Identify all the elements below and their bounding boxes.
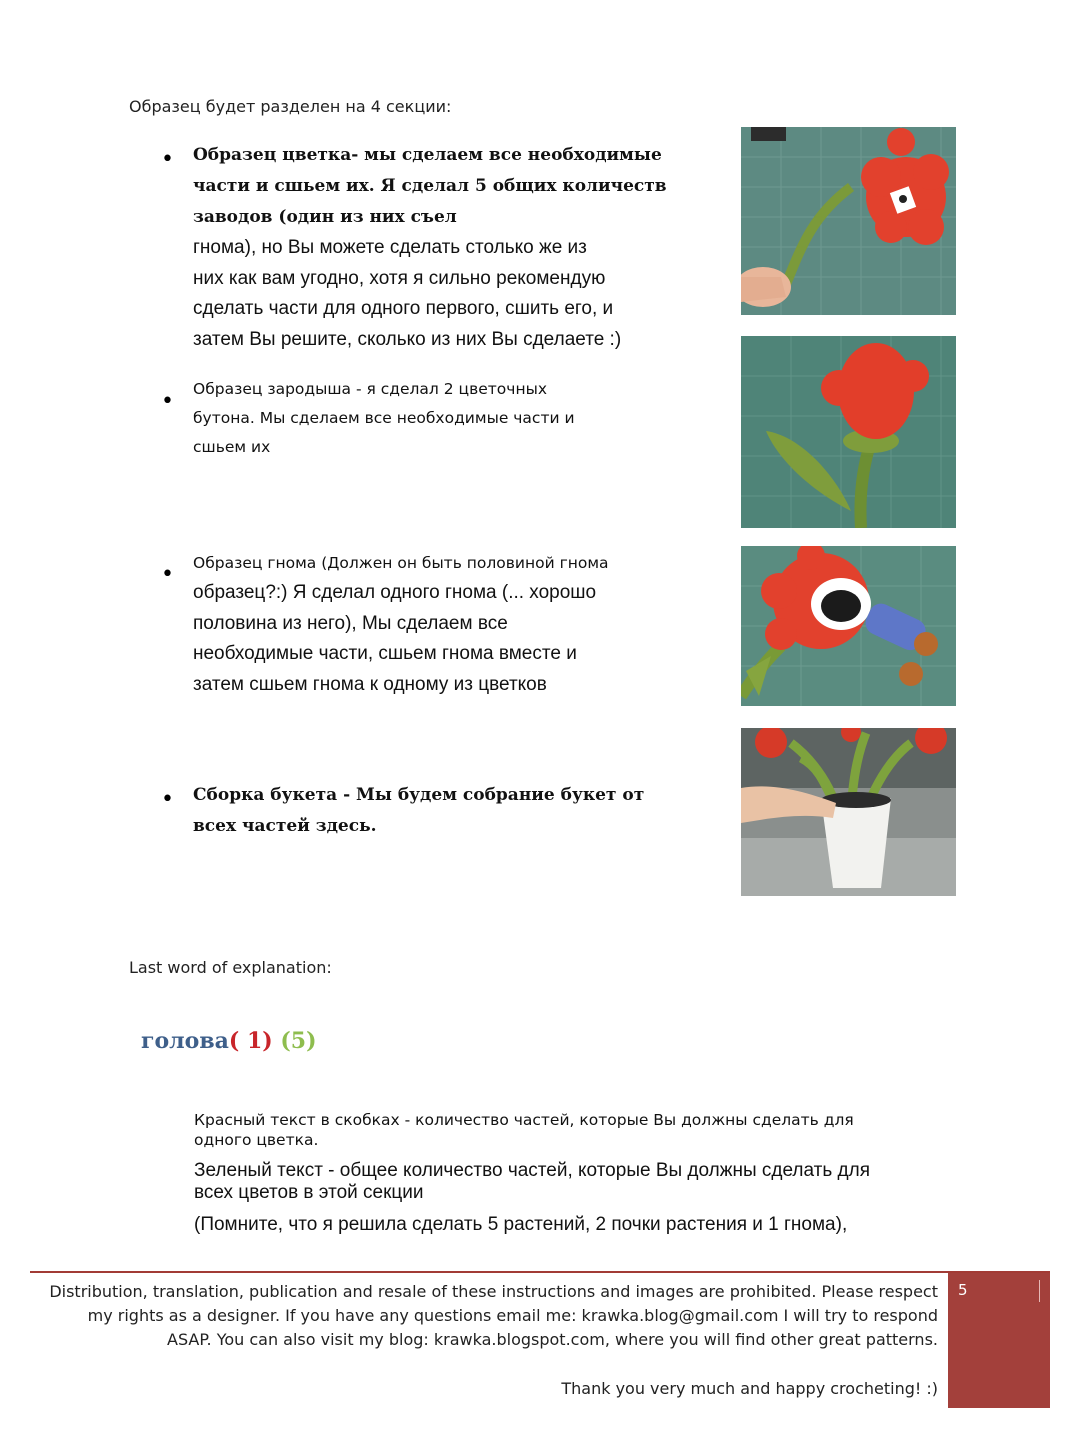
section-flower xyxy=(193,140,667,355)
bullet-4: • xyxy=(161,787,174,812)
legend-word: голова xyxy=(141,1028,229,1054)
page-number-divider xyxy=(1039,1280,1040,1302)
legend-red-count: ( 1) xyxy=(228,1028,273,1054)
bullet-3: • xyxy=(161,562,174,587)
section-bouquet xyxy=(193,780,663,842)
footer-divider xyxy=(30,1271,1050,1273)
intro-text: Образец будет разделен на 4 секции: xyxy=(129,97,452,116)
page-number: 5 xyxy=(958,1281,968,1299)
bullet-2: • xyxy=(161,389,174,414)
section-gnome xyxy=(193,548,663,700)
bouquet-text-line: Сборка букета - Мы будем собрание букет от xyxy=(193,785,645,805)
section-bud xyxy=(193,375,663,462)
explanation-red-line: одного цветка. xyxy=(194,1131,319,1149)
gnome-first-line: Образец гнома (Должен он быть половиной гнома xyxy=(193,554,609,572)
explanation-red-line: Красный текст в скобках - количество частей, которые Вы должны сделать для xyxy=(194,1111,854,1129)
gnome-text-line: затем сшьем гнома к одному из цветков xyxy=(193,673,547,695)
gnome-eating-flower-photo xyxy=(741,546,956,706)
bud-text-line: Образец зародыша - я сделал 2 цветочных xyxy=(193,380,547,398)
legend-example xyxy=(141,1028,317,1054)
flower-text-line: них как вам угодно, хотя я сильно рекомендую xyxy=(193,267,606,289)
flower-bud-photo xyxy=(741,336,956,528)
footer-line: Distribution, translation, publication and resale of these instructions and images are prohibited. Please respect xyxy=(49,1282,938,1301)
gnome-text-line: половина из него), Мы сделаем все xyxy=(193,612,508,634)
flower-bold-line: части и сшьем их. Я сделал 5 общих количеств xyxy=(193,176,667,196)
bud-text-line: сшьем их xyxy=(193,438,271,456)
explanation-green xyxy=(194,1160,954,1204)
flower-bold-line: Образец цветка- мы сделаем все необходимые xyxy=(193,145,662,165)
flower-text-line: затем Вы решите, сколько из них Вы сделаете :) xyxy=(193,328,622,350)
last-word-heading: Last word of explanation: xyxy=(129,958,332,977)
explanation-green-line: Зеленый текст - общее количество частей, которые Вы должны сделать для xyxy=(194,1160,870,1181)
footer-line: ASAP. You can also visit my blog: krawka.blogspot.com, where you will find other great patterns. xyxy=(167,1330,938,1349)
flower-bold-line: заводов (один из них съел xyxy=(193,207,457,227)
bouquet-in-pot-photo xyxy=(741,728,956,896)
explanation-red xyxy=(194,1110,954,1150)
footer-line: my rights as a designer. If you have any questions email me: krawka.blog@gmail.com I will try to respond xyxy=(87,1306,938,1325)
legend-green-count: (5) xyxy=(280,1028,317,1054)
bud-text-line: бутона. Мы сделаем все необходимые части и xyxy=(193,409,575,427)
gnome-text-line: необходимые части, сшьем гнома вместе и xyxy=(193,643,577,664)
flower-text-line: гнома), но Вы можете сделать столько же из xyxy=(193,237,587,258)
flower-text-line: сделать части для одного первого, сшить его, и xyxy=(193,298,614,319)
explanation-note: (Помните, что я решила сделать 5 растений, 2 почки растения и 1 гнома), xyxy=(194,1214,848,1235)
bullet-1: • xyxy=(161,147,174,172)
bouquet-text-line: всех частей здесь. xyxy=(193,816,377,836)
flower-head-photo xyxy=(741,127,956,315)
explanation-green-line: всех цветов в этой секции xyxy=(194,1182,424,1203)
gnome-text-line: образец?:) Я сделал одного гнома (... хорошо xyxy=(193,582,597,603)
footer-thanks: Thank you very much and happy crocheting! :) xyxy=(561,1379,938,1398)
